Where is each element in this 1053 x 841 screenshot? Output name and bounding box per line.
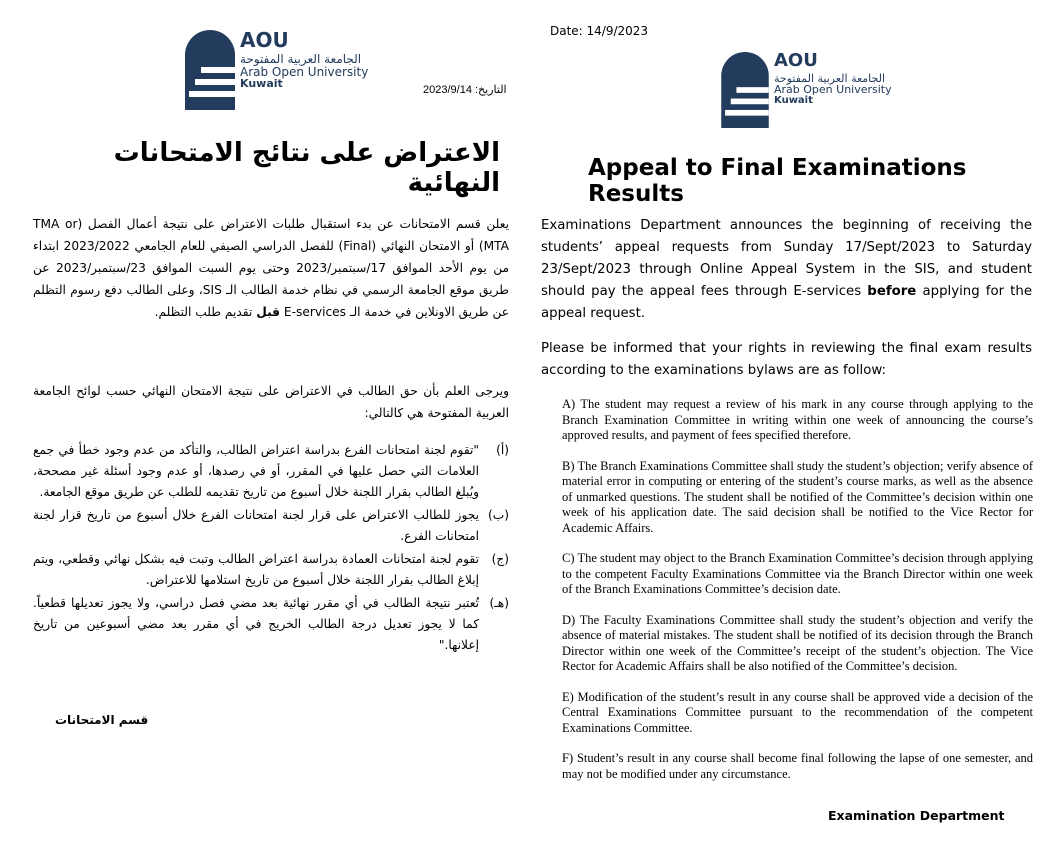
arabic-signature: قسم الامتحانات <box>55 713 149 727</box>
logo-country: Kuwait <box>774 94 813 106</box>
list-item: A) The student may request a review of his mark in any course through applying to the Branch Examination Committee in writing within one week of announcing the course’s approved results, and payment of fees specified therefore. <box>562 397 1033 442</box>
arabic-announcement-text: يعلن قسم الامتحانات عن بدء استقبال طلبات الاعتراض على نتيجة أعمال الفصل (TMA or MTA) أو الامتحان النهائي (Final) للفصل الدراسي الصيفي للعام الجامعي 2023/2022 ابتداء من يوم الأحد الموافق 17/سبتمبر/2023 وحتى يوم السبت الموافق 23/سبتمبر/2023 عن طريق موقع الجامعة الرسمي في نظام خدمة الطالب الـ SIS، وعلى الطالب دفع رسوم التظلم عن طريق الاونلاين في خدمة الـ E-services <box>33 217 510 319</box>
aou-logo-left <box>185 30 368 110</box>
english-announcement-bold: before <box>867 284 917 299</box>
logo-abbr: AOU <box>240 28 289 52</box>
aou-emblem-icon <box>721 52 769 128</box>
arabic-date: التاريخ: 2023/9/14 <box>423 84 507 96</box>
list-item-number: (ج) <box>491 552 509 566</box>
arabic-announcement-end: تقديم طلب التظلم. <box>154 305 253 319</box>
list-item: B) The Branch Examinations Committee shall study the student’s objection; verify absence of material error in computing or entering of the student’s course marks, as well as the absence of unmarked questions. The student shall be notified of the Committee’s decision within one week of his application date. The said decision shall be notified to the Vice Rector for Academic Affairs. <box>562 458 1033 535</box>
logo-country: Kuwait <box>240 77 283 91</box>
aou-emblem-icon <box>185 30 235 110</box>
english-announcement <box>541 215 1032 325</box>
logo-english-name: Arab Open University <box>240 64 369 79</box>
arabic-announcement-bold: قبل <box>256 305 281 319</box>
list-item-number: (أ) <box>496 443 509 457</box>
logo-abbr: AOU <box>774 50 818 71</box>
english-announcement-text: Examinations Department announces the beginning of receiving the students’ appeal requests from Sunday 17/Sept/2023 to Saturday 23/Sept/2023 through Online Appeal System in the SIS, and student should pay the appeal fees through E-services <box>541 218 1032 299</box>
aou-logo-right <box>721 52 892 128</box>
list-item <box>33 505 509 547</box>
list-item-text: تُعتبر نتيجة الطالب في أي مقرر نهائية بعد مضي فصل دراسي، ولا يجوز تعديلها قطعياً. كما لا يجوز تعديل درجة الطالب الخريج في أي مقرر بعد مضي أسبوعين من تاريخ إعلانها." <box>33 596 479 652</box>
arabic-announcement <box>33 213 509 323</box>
arabic-rights-intro: ويرجى العلم بأن حق الطالب في الاعتراض على نتيجة الامتحان النهائي حسب لوائح الجامعة العربية المفتوحة هي كالتالي: <box>33 384 509 420</box>
list-item-text: تقوم لجنة امتحانات العمادة بدراسة اعتراض الطالب وتبت فيه بشكل نهائي وقطعي، ويتم إبلاغ الطالب بقرار اللجنة خلال أسبوع من تاريخ استلامها للاعتراض. <box>33 552 479 587</box>
english-title: Appeal to Final Examinations Results <box>588 155 967 207</box>
list-item-text: "تقوم لجنة امتحانات الفرع بدراسة اعتراض الطالب، والتأكد من عدم وجود خطأ في جمع العلامات التي حصل عليها في المقرر، أو في رصدها، أو عدم وجود أسئلة غير مصححة، ويُبلغ الطالب بقرار اللجنة خلال أسبوع من تاريخ تقديمه للطلب عن طريق موقع الجامعة. <box>33 443 479 499</box>
list-item <box>33 549 509 591</box>
list-item-number: (ب) <box>488 508 509 522</box>
list-item <box>33 593 509 656</box>
english-rules-list <box>562 397 1033 797</box>
list-item: D) The Faculty Examinations Committee shall study the student’s objection and verify the absence of material mistakes. The student shall be notified of its decision through the Branch Director within one week of the Committee’s receipt of the student’s objection. The Vice Rector for Academic Affairs shall be also notified of the Committee’s decision. <box>562 612 1033 673</box>
list-item: C) The student may object to the Branch Examination Committee’s decision through applying to the competent Faculty Examinations Committee via the Branch Director within one week of the Branch Examinations Committee’s decision date. <box>562 551 1033 596</box>
list-item: E) Modification of the student’s result in any course shall be approved vide a decision of the Central Examinations Committee pursuant to the recommendation of the competent Examinations Committee. <box>562 689 1033 735</box>
arabic-rules-list <box>33 440 509 658</box>
list-item: F) Student’s result in any course shall become final following the lapse of one semester, and may not be modified under any circumstance. <box>562 751 1033 781</box>
list-item-number: (هـ) <box>489 596 509 610</box>
list-item <box>33 440 509 503</box>
logo-arabic-name: الجامعة العربية المفتوحة <box>240 52 362 66</box>
arabic-title: الاعتراض على نتائج الامتحانات النهائية <box>113 138 500 198</box>
english-announcement-end: applying for the appeal request. <box>541 284 1033 321</box>
logo-arabic-name: الجامعة العربية المفتوحة <box>774 71 886 85</box>
logo-english-name: Arab Open University <box>774 83 892 97</box>
english-signature: Examination Department <box>828 808 1005 823</box>
english-rights-intro: Please be informed that your rights in reviewing the final exam results according to the examinations bylaws are as follow: <box>541 341 1032 378</box>
english-date: Date: 14/9/2023 <box>550 24 649 38</box>
list-item-text: يجوز للطالب الاعتراض على قرار لجنة امتحانات الفرع خلال أسبوع من تاريخ قرار لجنة امتحانات الفرع. <box>33 508 479 543</box>
